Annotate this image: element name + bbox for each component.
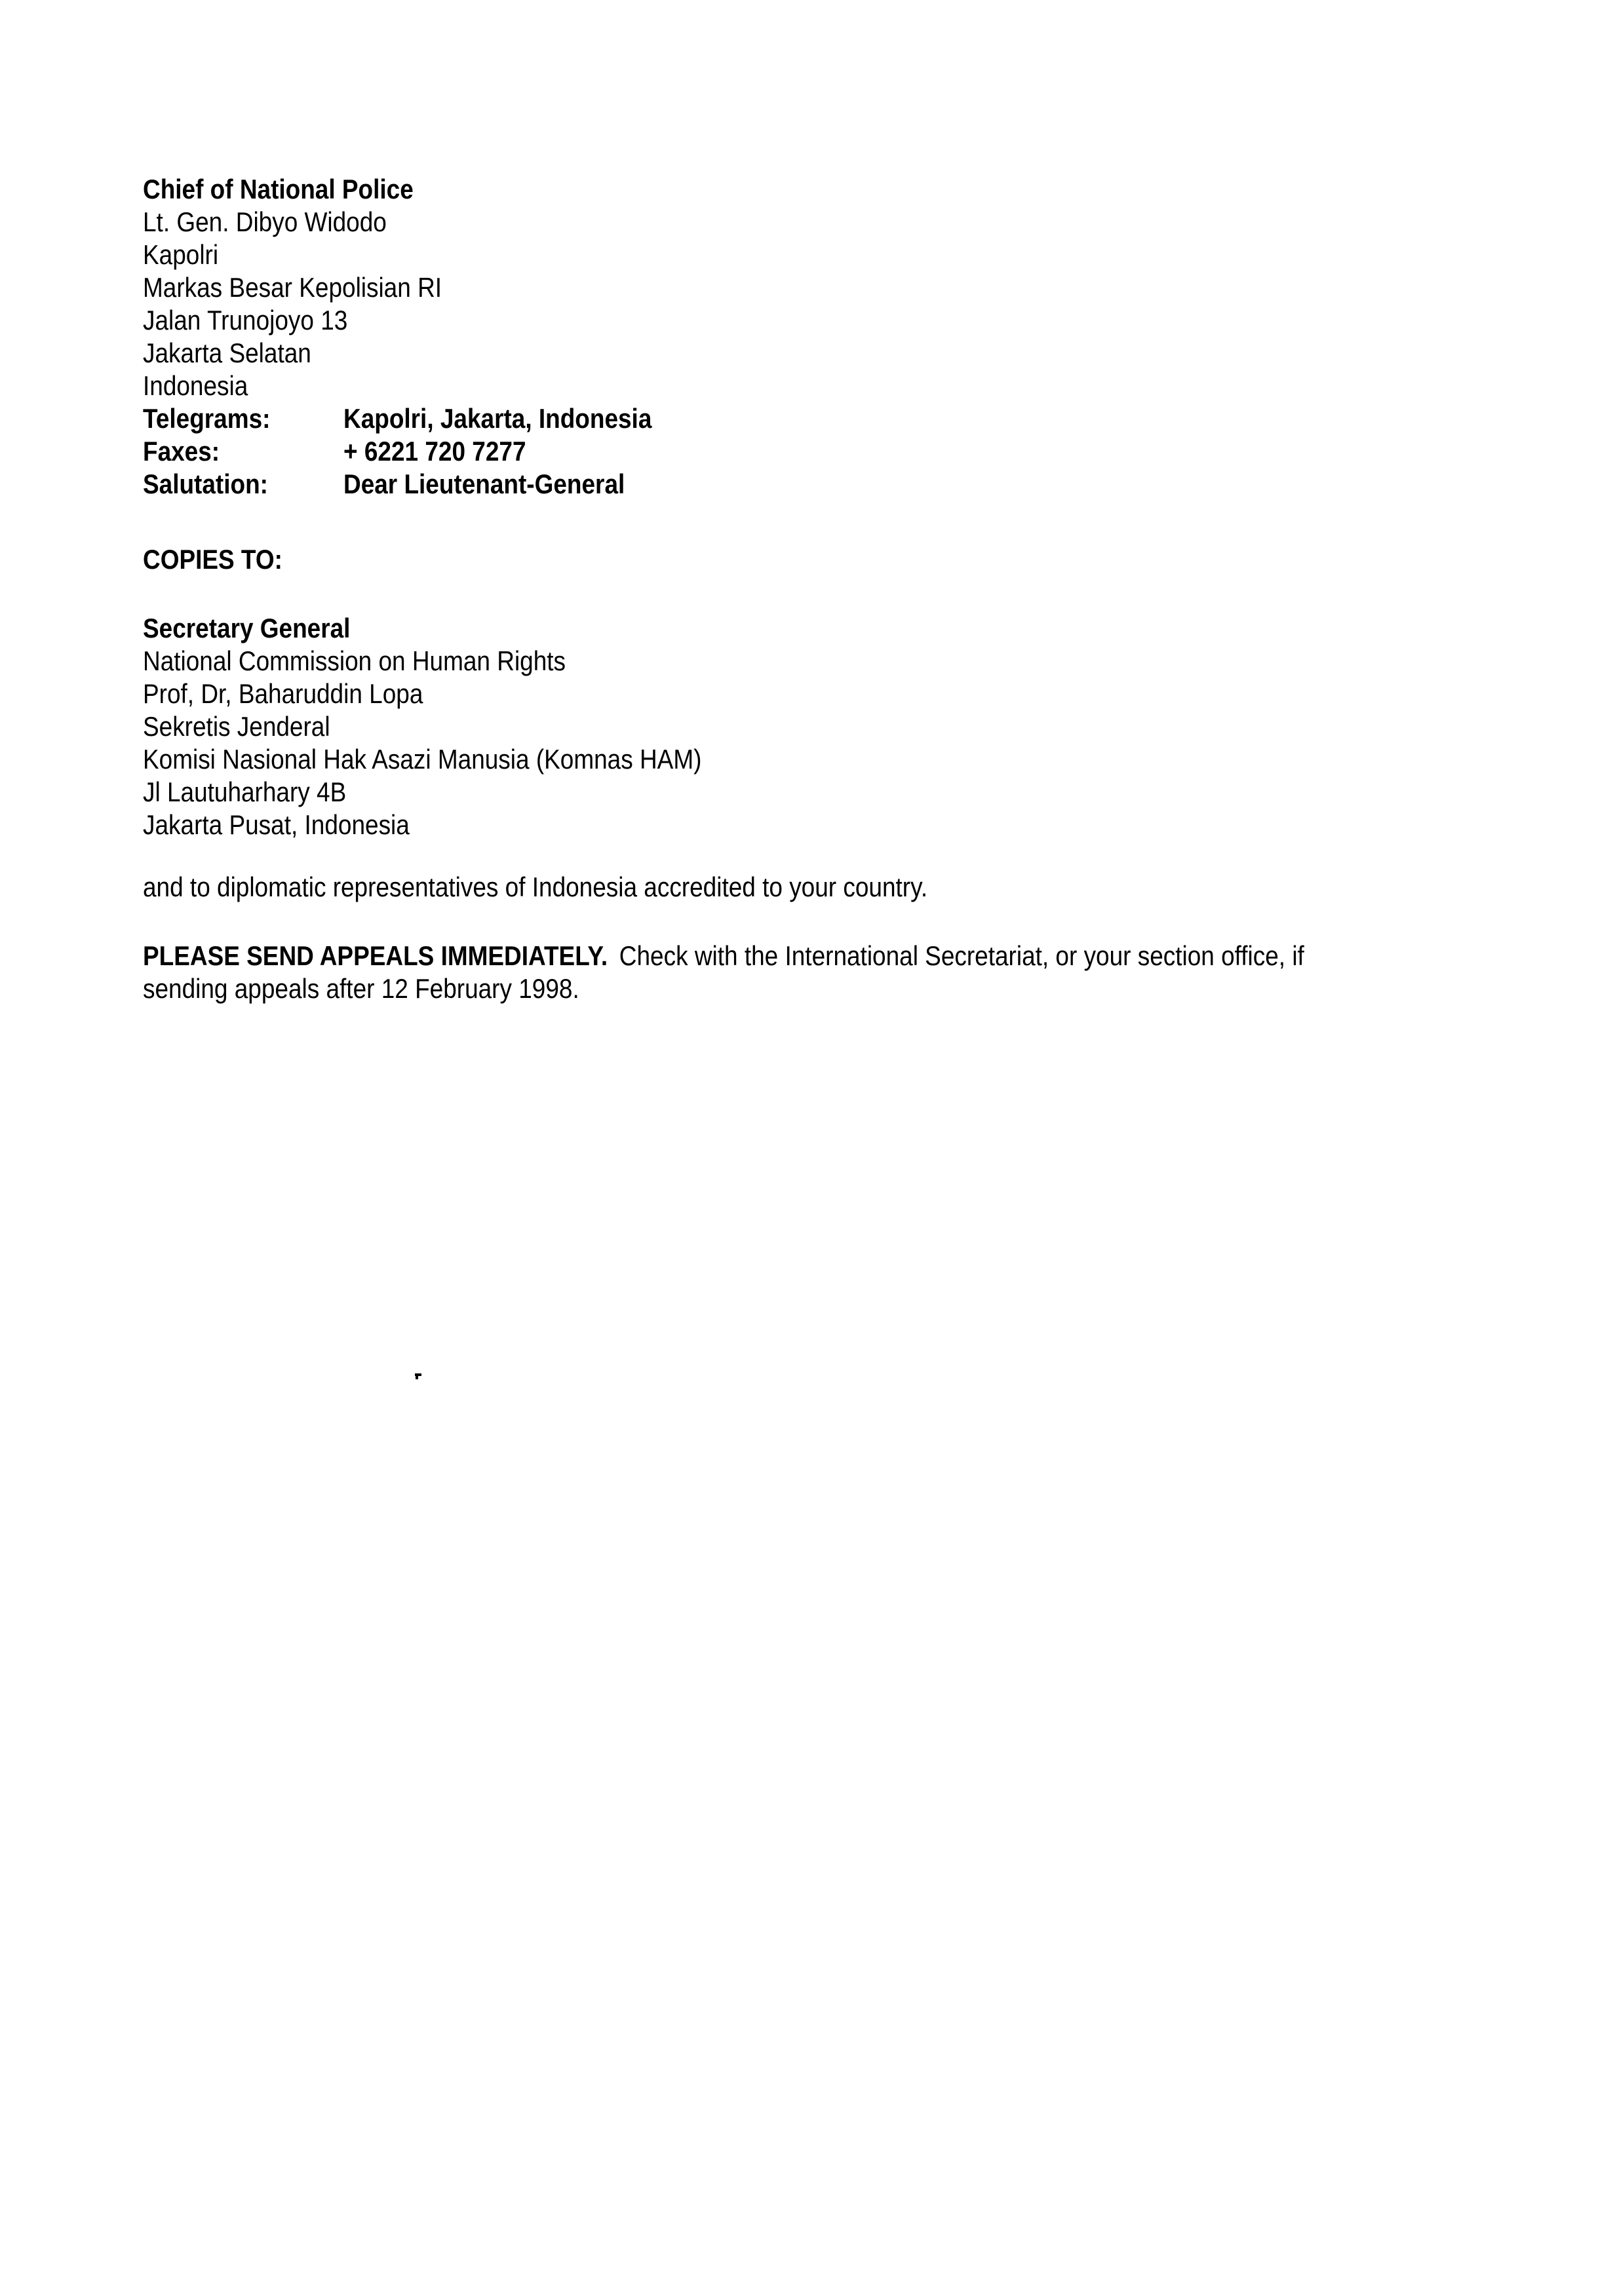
copy-recipient-line-name: Prof, Dr, Baharuddin Lopa <box>143 678 423 709</box>
field-label-salutation: Salutation: <box>143 469 268 499</box>
field-label-faxes: Faxes: <box>143 436 220 467</box>
field-value-telegrams: Kapolri, Jakarta, Indonesia <box>343 403 652 434</box>
field-row-faxes <box>143 435 1532 468</box>
letter-body <box>143 173 1532 1005</box>
field-value-faxes: + 6221 720 7277 <box>343 436 526 467</box>
recipient-line-city: Jakarta Selatan <box>143 337 311 368</box>
copy-recipient-line-org-id: Komisi Nasional Hak Asazi Manusia (Komnas HAM) <box>143 744 702 775</box>
recipient-block <box>143 173 1532 206</box>
copy-recipient-line-org: National Commission on Human Rights <box>143 645 566 676</box>
appeal-emphasis: PLEASE SEND APPEALS IMMEDIATELY. <box>143 940 608 971</box>
copy-recipient-line-role: Sekretis Jenderal <box>143 711 330 742</box>
recipient-line-street: Jalan Trunojoyo 13 <box>143 305 348 335</box>
copy-recipient-line-city: Jakarta Pusat, Indonesia <box>143 809 410 840</box>
field-label-telegrams: Telegrams: <box>143 403 271 434</box>
recipient-line-role: Kapolri <box>143 239 219 270</box>
recipient-title: Chief of National Police <box>143 174 414 204</box>
copy-recipient-title: Secretary General <box>143 613 351 643</box>
copies-to-heading: COPIES TO: <box>143 544 282 575</box>
recipient-line-name: Lt. Gen. Dibyo Widodo <box>143 206 387 237</box>
field-row-salutation <box>143 468 1532 501</box>
recipient-line-country: Indonesia <box>143 370 248 401</box>
field-row-telegrams <box>143 402 1532 435</box>
field-value-salutation: Dear Lieutenant-General <box>343 469 625 499</box>
appeal-line2: sending appeals after 12 February 1998. <box>143 973 579 1004</box>
copy-recipient-line-street: Jl Lautuharhary 4B <box>143 776 347 807</box>
diplomatic-note: and to diplomatic representatives of Indonesia accredited to your country. <box>143 871 928 902</box>
appeal-line1-rest: Check with the International Secretariat, or your section office, if <box>619 940 1304 971</box>
ink-speck <box>415 1373 421 1376</box>
appeal-paragraph <box>143 940 1532 972</box>
recipient-line-org: Markas Besar Kepolisian RI <box>143 272 442 303</box>
